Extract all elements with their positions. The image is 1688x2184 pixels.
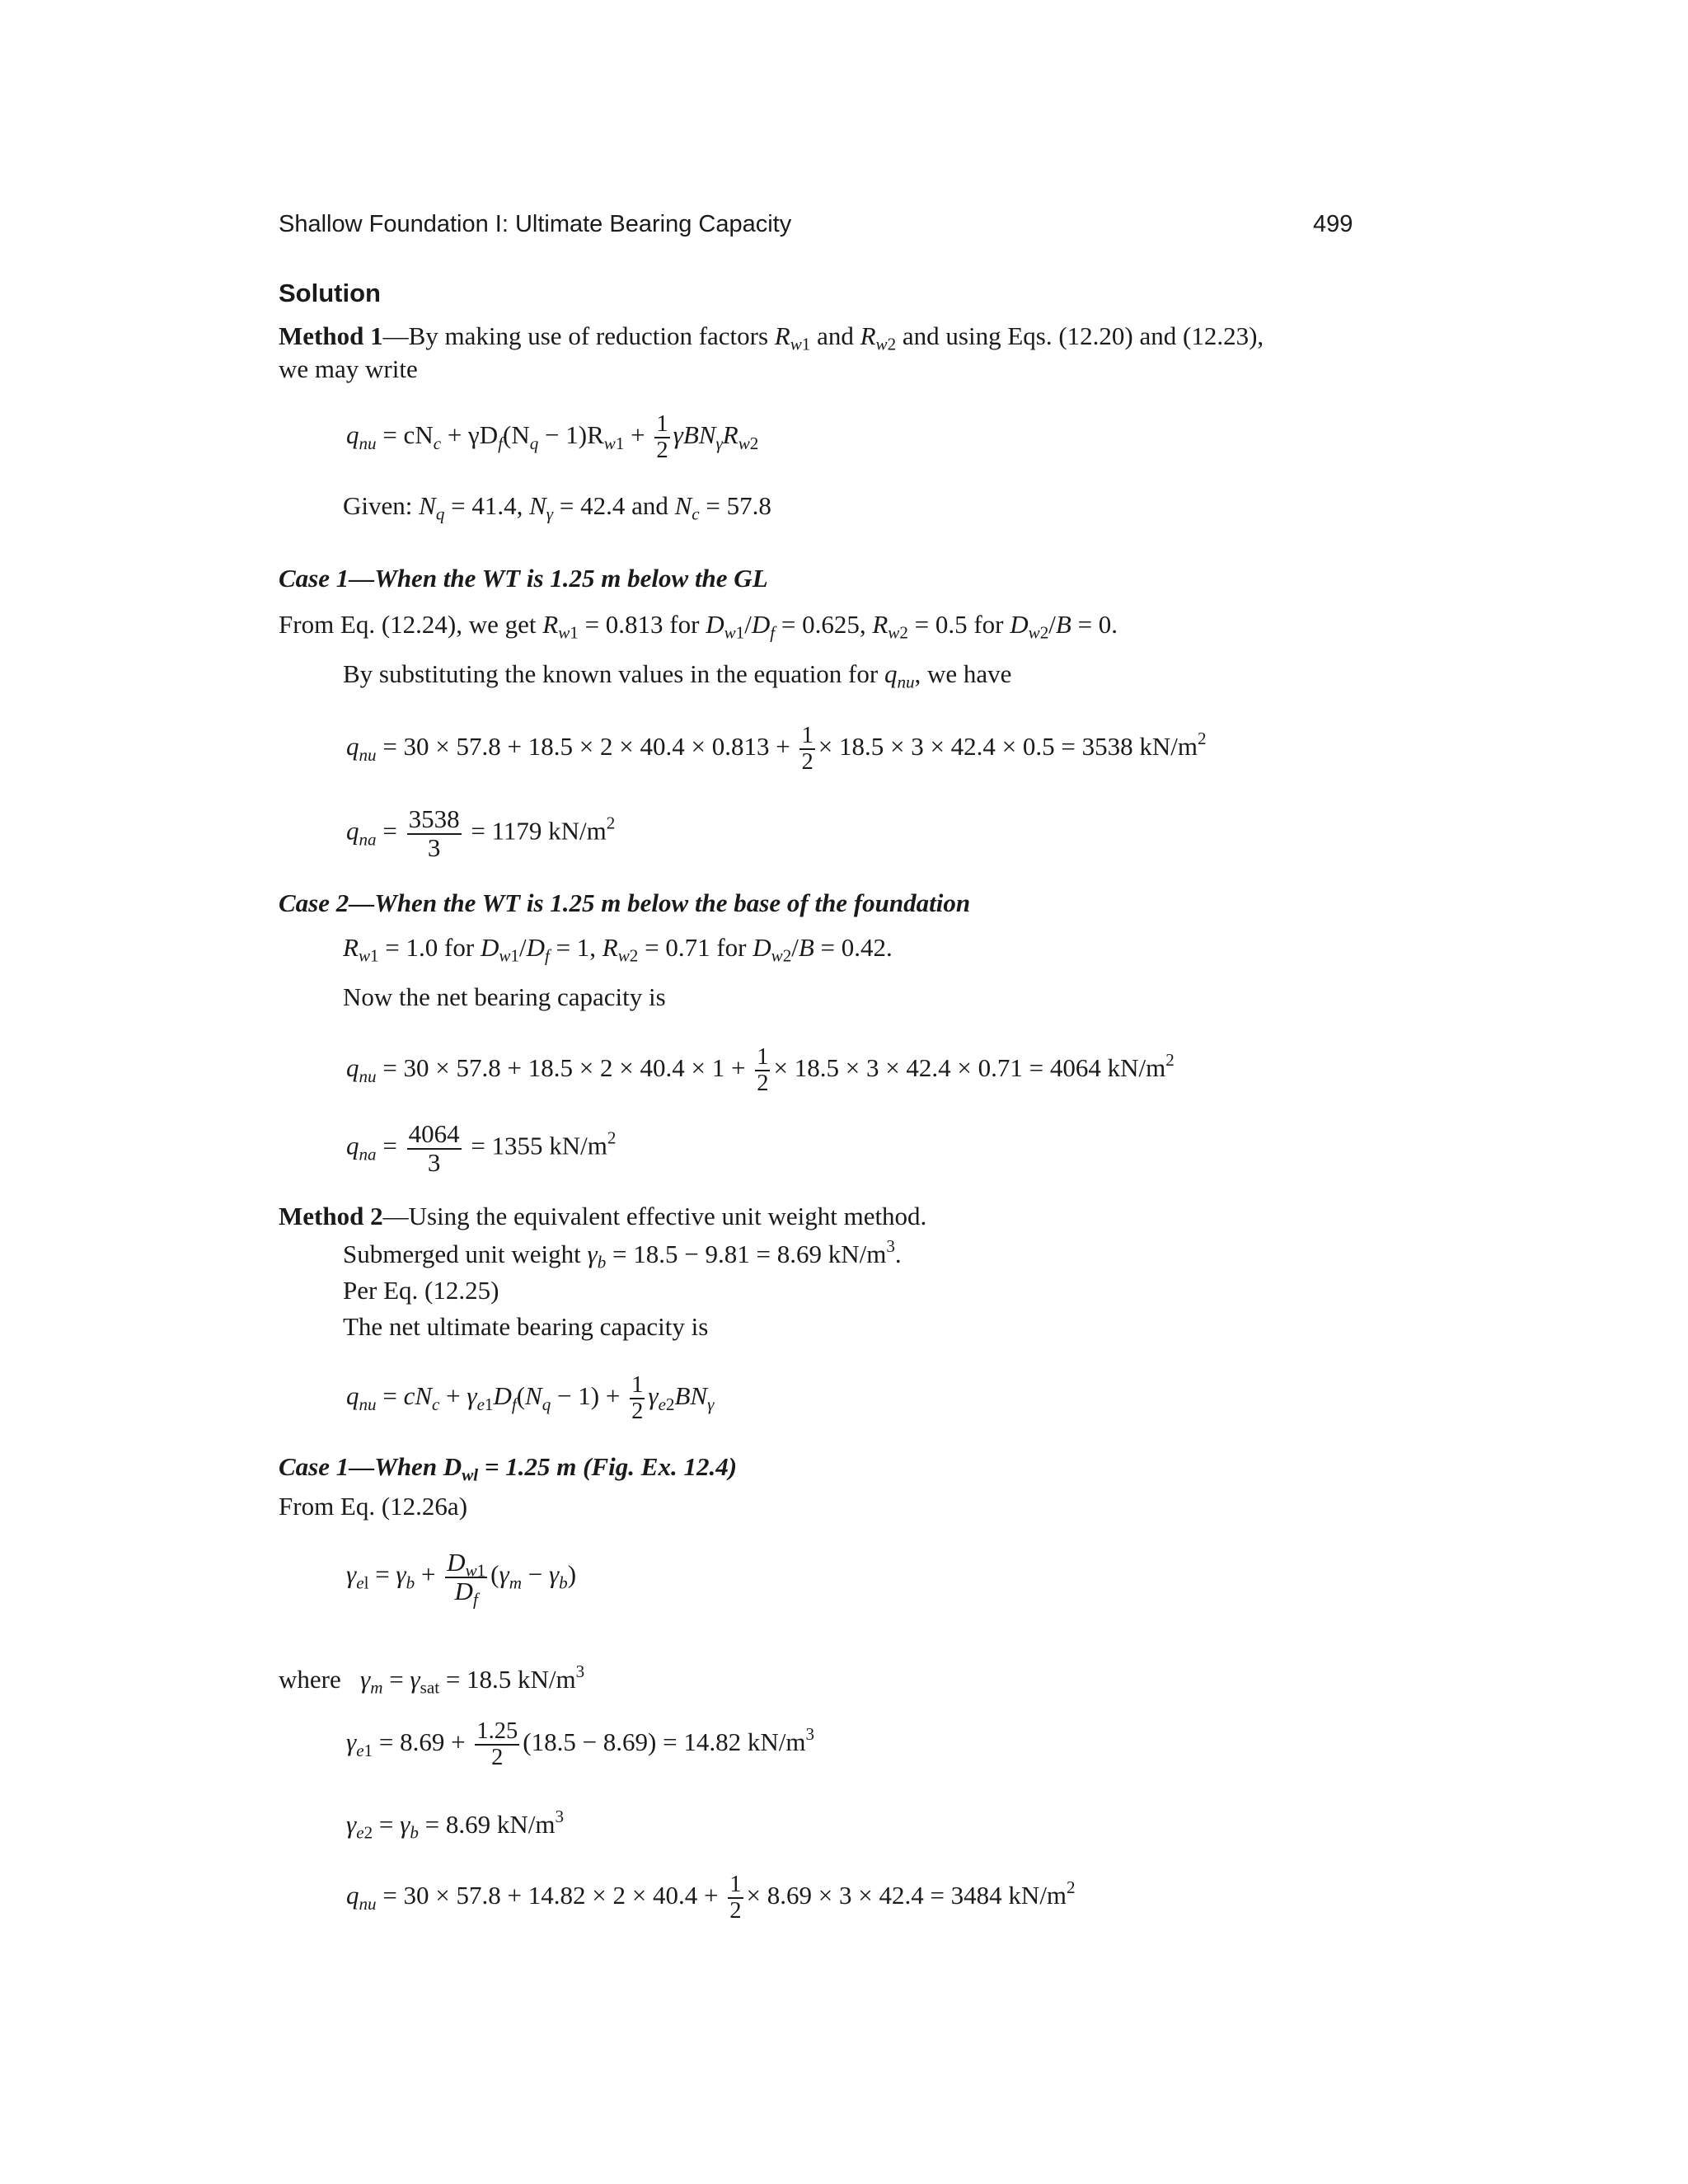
fraction-one-half: $\frac{1}{2}$ — [801, 723, 814, 775]
fraction-qna: $\frac{3538}{3}$ — [408, 804, 460, 862]
fraction-dw1-df: $\frac{D_{w1}}{D_f}$ — [447, 1548, 486, 1610]
case2-qna-equation: $q_{na}$ = $\frac{4064}{3}$ = 1355 $kN/m^2$ — [346, 1119, 617, 1177]
equation-gamma-e1: $\gamma_{el} = \gamma_b$ + $\frac{D_{w1}}{D_f}$ $(\gamma_m - \gamma_b)$ — [346, 1548, 577, 1610]
case1-line2: By substituting the known values in the equation for $q_{nu}$, we have — [343, 659, 1012, 692]
equation-qnu-method2-result: $q_{nu} = 30 \times 57.8 + 14.82 \times 2 \times 40.4$ + $\frac{1}{2}$ × 8.69 × 3 × 42.4 = 3484 $kN/m^2$ — [346, 1872, 1076, 1924]
fraction-one-half: $\frac{1}{2}$ — [631, 1372, 644, 1424]
case1b-heading: Case 1—When $D_{wl} = 1.25$ m (Fig. Ex. 12.4) — [279, 1452, 738, 1485]
method1-label: Method 1 — [279, 321, 383, 350]
fraction-qna: $\frac{4064}{3}$ — [408, 1119, 460, 1177]
running-header: Shallow Foundation I: Ultimate Bearing Capacity — [279, 211, 792, 237]
equation-gamma-e1-value: $\gamma_{e1} = 8.69$ + $\frac{1.25}{2}$ (18.5 − 8.69) = 14.82 $kN/m^3$ — [346, 1718, 815, 1770]
case1-qnu-equation: $q_{nu} = 30 \times 57.8 + 18.5 \times 2 \times 40.4 \times 0.813$ + $\frac{1}{2}$ × 18.5 × 3 × 42.4 × 0.5 = 3538 $kN/m^2$ — [346, 723, 1207, 775]
case2-line2: Now the net bearing capacity is — [343, 982, 666, 1011]
fraction-125-2: $\frac{1.25}{2}$ — [476, 1718, 518, 1770]
case2-line1: $R_{w1} = 1.0$ for $D_{w1}/D_f = 1$, $R_{w2} = 0.71$ for $D_{w2}/B = 0.42$. — [343, 933, 893, 966]
equation-gamma-m: where $\gamma_m = \gamma_{sat} = 18.5$ $kN/m^3$ — [279, 1661, 585, 1698]
case2-heading: Case 2—When the WT is 1.25 m below the base of the foundation — [279, 888, 971, 917]
net-capacity-line: The net ultimate bearing capacity is — [343, 1312, 709, 1341]
equation-qnu-general: $q_{nu} = cN_c + \gamma D_f(N_q - 1)R_{w1}$ + $\frac{1}{2}$ $\gamma BN_\gamma R_{w2}$ — [346, 411, 759, 463]
fraction-one-half: $\frac{1}{2}$ — [757, 1044, 769, 1096]
method1-paragraph: Method 1—By making use of reduction factors $R_{w1}$ and $R_{w2}$ and using Eqs. (12.20) and (12.23), — [279, 321, 1264, 354]
submerged-weight-line: Submerged unit weight $\gamma_b = 18.5 - 9.81 = 8.69$ $kN/m^3$. — [343, 1235, 902, 1272]
case1-qna-equation: $q_{na}$ = $\frac{3538}{3}$ = 1179 $kN/m^2$ — [346, 804, 616, 862]
case2-qnu-equation: $q_{nu} = 30 \times 57.8 + 18.5 \times 2 \times 40.4 \times 1$ + $\frac{1}{2}$ × 18.5 × 3 × 42.4 × 0.71 = 4064 $kN/m^2$ — [346, 1044, 1175, 1096]
case1-line1: From Eq. (12.24), we get $R_{w1} = 0.813$ for $D_{w1}/D_f = 0.625$, $R_{w2} = 0.5$ for $D_{w2}/B = 0$. — [279, 610, 1118, 643]
solution-heading: Solution — [279, 279, 381, 307]
method1-line2: we may write — [279, 354, 418, 383]
case1-heading: Case 1—When the WT is 1.25 m below the GL — [279, 564, 768, 593]
equation-gamma-e2: $\gamma_{e2} = \gamma_b = 8.69$ $kN/m^3$ — [346, 1806, 565, 1843]
given-values: Given: $N_q = 41.4$, $N_\gamma = 42.4$ and $N_c = 57.8$ — [343, 491, 771, 524]
fraction-one-half: $\frac{1}{2}$ — [729, 1872, 742, 1924]
case1b-from-eq: From Eq. (12.26a) — [279, 1492, 468, 1521]
per-eq-line: Per Eq. (12.25) — [343, 1276, 499, 1305]
fraction-one-half: $\frac{1}{2}$ — [656, 411, 668, 463]
equation-qnu-method2: $q_{nu} = cN_c + \gamma_{e1}D_f(N_q - 1)$ + $\frac{1}{2}$ $\gamma_{e2}BN_\gamma$ — [346, 1372, 715, 1424]
page-number: 499 — [1313, 211, 1353, 237]
method2-paragraph: Method 2—Using the equivalent effective unit weight method. — [279, 1202, 927, 1230]
method2-label: Method 2 — [279, 1202, 383, 1230]
